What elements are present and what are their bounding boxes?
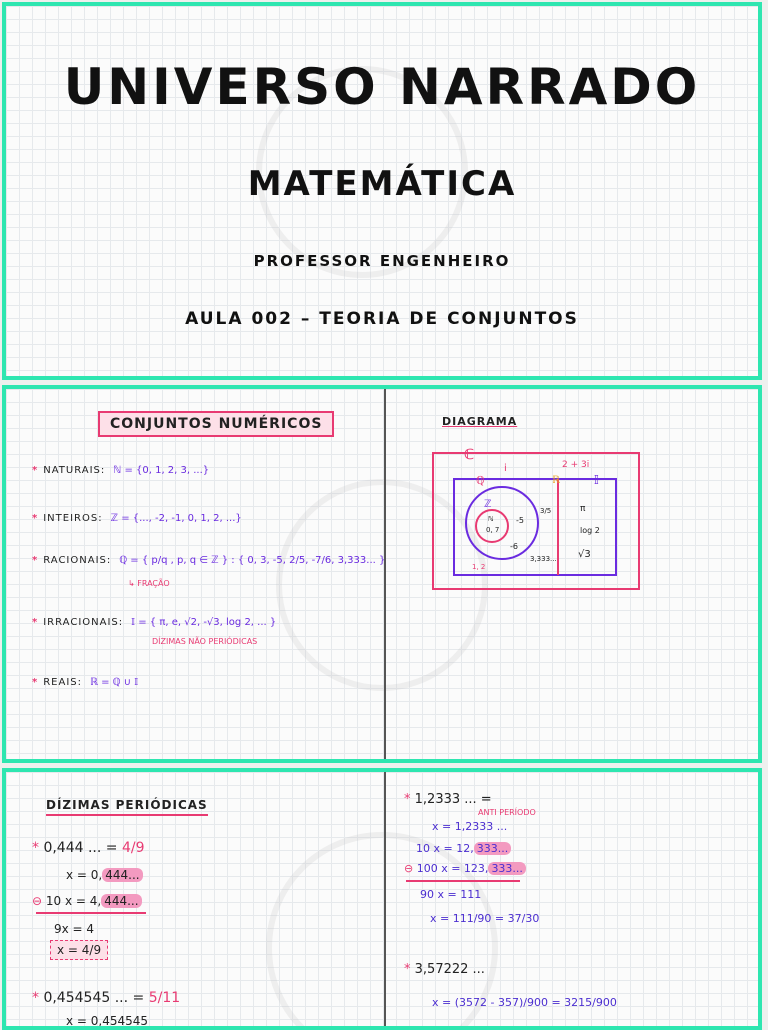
subtraction-rule <box>406 880 520 882</box>
cover-lesson: AULA 002 – TEORIA DE CONJUNTOS <box>185 309 579 329</box>
label-c: ℂ <box>464 447 475 463</box>
left-line-1: * 0,444 ... = 4/9 <box>32 840 145 856</box>
sets-heading: CONJUNTOS NUMÉRICOS <box>98 411 334 437</box>
label-sqrt: √3 <box>578 549 591 560</box>
label-n-values: 0, 7 <box>486 526 500 534</box>
row-inteiros: * INTEIROS: ℤ = {..., -2, -1, 0, 1, 2, ...} <box>32 513 242 524</box>
label-log: log 2 <box>580 526 600 535</box>
right-line-4: ⊖ 100 x = 123, 333... <box>404 862 526 875</box>
label-neg5: -5 <box>516 516 524 525</box>
cover-teacher: PROFESSOR ENGENHEIRO <box>253 252 511 270</box>
label-q: ℚ <box>476 474 485 487</box>
label-dec: 1, 2 <box>472 563 486 571</box>
complex-set-box <box>433 453 639 589</box>
label-n: ℕ <box>488 515 494 523</box>
minus-icon: ⊖ <box>32 894 46 908</box>
label-rep: 3,333... <box>530 555 557 563</box>
minus-icon: ⊖ <box>404 862 417 875</box>
bullet-icon: * <box>404 962 415 977</box>
row-naturais: * NATURAIS: ℕ = {0, 1, 2, 3, ...} <box>32 465 210 476</box>
bullet-icon: * <box>404 792 415 807</box>
bullet-icon: * <box>32 840 44 856</box>
sets-diagram <box>426 437 646 597</box>
left-line-3: ⊖ 10 x = 4, 444... <box>32 894 142 908</box>
irrational-note: DÍZIMAS NÃO PERIÓDICAS <box>152 637 258 646</box>
cover-title: UNIVERSO NARRADO <box>63 58 701 116</box>
right-line-7: * 3,57222 ... <box>404 962 485 977</box>
bullet-icon: * <box>32 677 38 688</box>
left-line-5: x = 4/9 <box>50 940 108 960</box>
row-reais: * REAIS: ℝ = ℚ ∪ 𝕀 <box>32 677 139 688</box>
row-irracionais: * IRRACIONAIS: 𝕀 = { π, e, √2, -√3, log 2, ... } <box>32 617 277 628</box>
right-line-8: x = (3572 - 357)/900 = 3215/900 <box>432 996 617 1009</box>
row-racionais: * RACIONAIS: ℚ = { p/q , p, q ∈ ℤ } : { 0, 3, -5, 2/5, -7/6, 3,333... } <box>32 555 386 566</box>
left-line-6: * 0,454545 ... = 5/11 <box>32 990 181 1006</box>
right-line-1: * 1,2333 ... = <box>404 792 492 807</box>
dizimas-heading: DÍZIMAS PERIÓDICAS <box>46 798 208 816</box>
label-frac: 3/5 <box>540 507 552 515</box>
bullet-icon: * <box>32 465 38 476</box>
subtraction-rule <box>36 912 146 914</box>
bullet-icon: * <box>32 513 38 524</box>
right-line-2: x = 1,2333 ... <box>432 820 508 833</box>
bullet-icon: * <box>32 617 38 628</box>
left-line-4: 9x = 4 <box>54 922 95 936</box>
label-irr: 𝕀 <box>594 473 599 487</box>
label-pi: π <box>580 504 586 514</box>
right-line-3: 10 x = 12, 333... <box>416 842 511 855</box>
diagram-heading: DIAGRAMA <box>442 415 518 428</box>
label-i: i <box>504 463 507 474</box>
label-z: ℤ <box>484 499 492 510</box>
label-complex-example: 2 + 3i <box>562 460 590 470</box>
page-divider <box>384 389 386 759</box>
dizimas-panel <box>2 768 762 1030</box>
bullet-icon: * <box>32 990 44 1006</box>
cover-panel <box>2 2 762 380</box>
sets-panel <box>2 385 762 763</box>
fraction-note: ↳ FRAÇÃO <box>128 579 170 588</box>
cover-subject: MATEMÁTICA <box>247 164 517 204</box>
bullet-icon: * <box>32 555 38 566</box>
page-divider <box>384 772 386 1026</box>
right-line-6: x = 111/90 = 37/30 <box>430 912 540 925</box>
left-line-7: x = 0,454545 <box>66 1014 149 1028</box>
left-line-2: x = 0, 444... <box>66 868 143 882</box>
anti-period-note: ANTI PERÍODO <box>478 808 536 817</box>
label-neg6: -6 <box>510 542 518 551</box>
label-r: ℝ <box>552 475 560 486</box>
right-line-5: 90 x = 111 <box>420 888 482 901</box>
